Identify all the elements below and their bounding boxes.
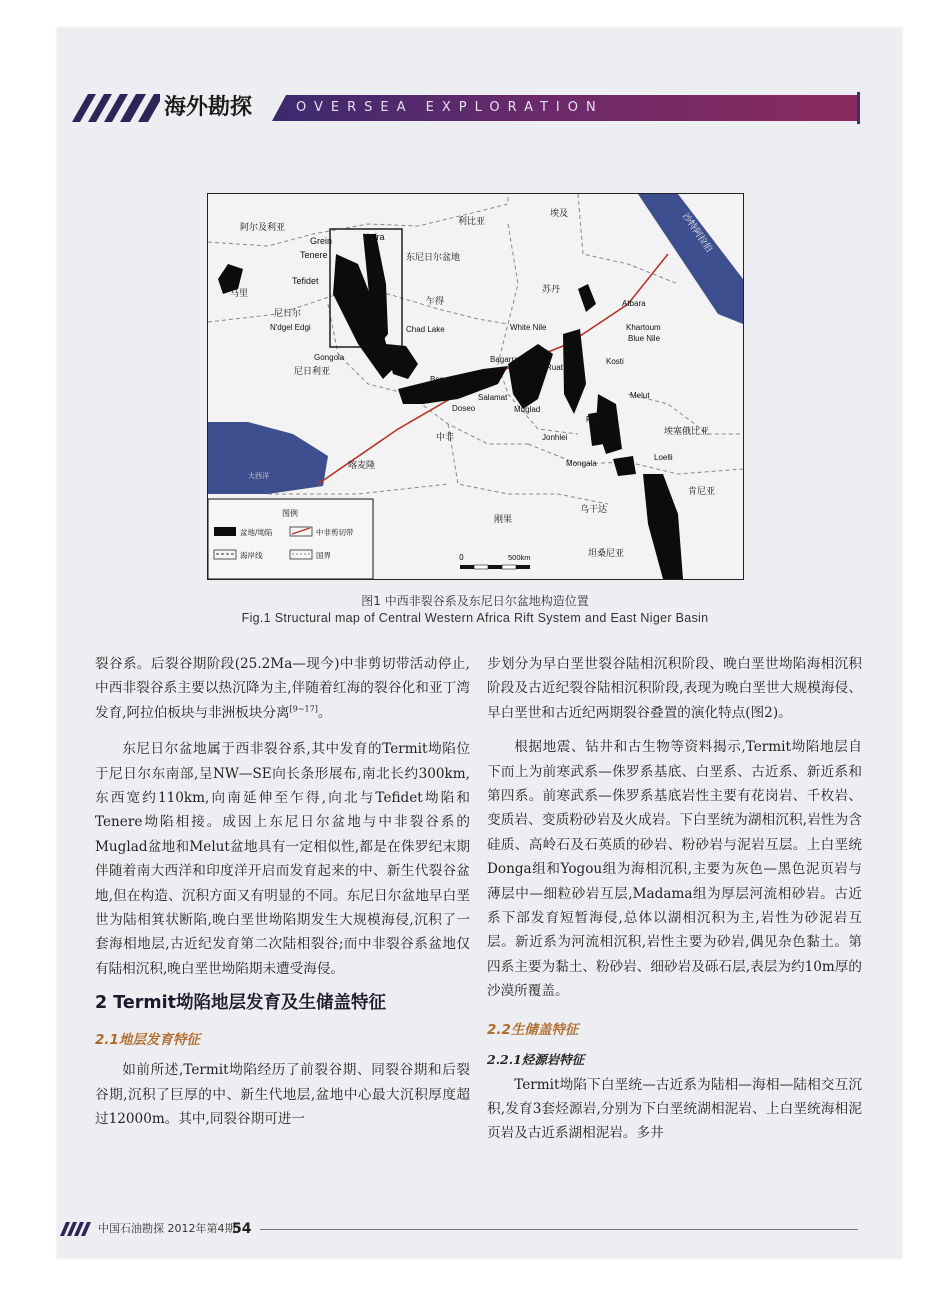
label-chad-lake: Chad Lake xyxy=(406,325,445,334)
label-melut: Melut xyxy=(630,391,650,400)
label-egypt: 埃及 xyxy=(550,209,569,219)
column-title: 海外勘探 xyxy=(164,95,253,120)
header-band-end xyxy=(857,92,860,124)
structural-map-figure xyxy=(207,193,744,580)
figure-caption-en: Fig.1 Structural map of Central Western Africa Rift System and East Niger Basin xyxy=(241,611,709,625)
scale-500: 500km xyxy=(508,553,531,562)
label-doseo: Doseo xyxy=(452,404,476,413)
left-column xyxy=(95,652,470,1131)
citation: [9~17] xyxy=(289,704,318,714)
red-sea-shape xyxy=(638,194,743,324)
chad-lake-basin xyxy=(386,344,418,379)
column-title-english: OVERSEA EXPLORATION xyxy=(296,100,604,115)
paragraph: 东尼日尔盆地属于西非裂谷系,其中发育的Termit坳陷位于尼日尔东南部,呈NW—SE向长条形展布,南北长约300km,东西宽约110km,向南延伸至乍得,向北与Tefidet坳陷和Tenere坳陷相接。成因上东尼日尔盆地与中非裂谷系的Muglad盆地和Melut盆地具有一定相似性,都是在侏罗纪末期伴随着南大西洋和印度洋开启而发育起来的中、新生代裂谷盆地,但在构造、沉积方面又有明显的不同。东尼日尔盆地早白垩世为陆相箕状断陷,晚白垩世坳陷期发生大规模海侵,沉积了一套海相地层,古近纪发育第二次陆相裂谷;而中非裂谷系盆地仅有陆相沉积,晚白垩世坳陷期未遭受海侵。 xyxy=(95,741,470,977)
label-algeria: 阿尔及利亚 xyxy=(240,223,286,233)
label-bongor: Bongor xyxy=(430,375,456,384)
label-red-sea: 红海 xyxy=(662,260,678,277)
label-nigeria: 尼日利亚 xyxy=(294,367,331,377)
paragraph: 如前所述,Termit坳陷经历了前裂谷期、同裂谷期和后裂谷期,沉积了巨厚的中、新生代地层,盆地中心最大沉积厚度超过12000m。其中,同裂谷期可进一 xyxy=(95,1062,470,1127)
page-number: 54 xyxy=(232,1221,252,1237)
legend-basin-label: 盆地/坳陷 xyxy=(240,528,273,537)
label-kafra: Kafra xyxy=(363,232,385,242)
legend-basin-swatch xyxy=(214,527,236,536)
paragraph xyxy=(95,652,470,725)
footer-slash-icon xyxy=(60,1222,94,1236)
label-mongala: Mongala xyxy=(566,459,597,468)
label-uganda: 乌干达 xyxy=(580,505,608,515)
scale-bar xyxy=(459,553,531,569)
right-column xyxy=(487,652,862,1146)
label-tenere: Tenere xyxy=(300,250,328,260)
legend-title: 图例 xyxy=(282,509,298,518)
figure-caption-cn: 图1 中西非裂谷系及东尼日尔盆地构造位置 xyxy=(361,594,589,608)
label-tefidet: Tefidet xyxy=(292,276,319,286)
label-kenya: 肯尼亚 xyxy=(688,487,716,497)
paragraph: Termit坳陷下白垩统—古近系为陆相—海相—陆相交互沉积,发育3套烃源岩,分别为下白垩统湖相泥岩、上白垩统海相泥页岩及古近系湖相泥岩。多井 xyxy=(487,1076,862,1142)
section-header xyxy=(60,92,860,124)
footer-rule xyxy=(260,1229,858,1230)
paragraph-text: 。 xyxy=(317,704,332,721)
paragraph-text: 裂谷系。后裂谷期阶段(25.2Ma—现今)中非剪切带活动停止,中西非裂谷系主要以热沉降为主,伴随着红海的裂谷化和亚丁湾发育,阿拉伯板块与非洲板块分离 xyxy=(95,656,470,721)
label-atbara: Atbara xyxy=(622,299,646,308)
label-east-niger-basin: 东尼日尔盆地 xyxy=(406,253,461,263)
label-car: 中非 xyxy=(436,433,455,443)
label-libya: 利比亚 xyxy=(458,217,486,227)
page-footer xyxy=(60,1218,860,1240)
label-pibor: Pibor xyxy=(586,415,605,424)
paragraph: 步划分为早白垩世裂谷陆相沉积阶段、晚白垩世坳陷海相沉积阶段及古近纪裂谷陆相沉积阶段,表现为晚白垩世大规模海侵、早白垩世和古近纪两期裂谷叠置的演化特点(图2)。 xyxy=(487,656,862,721)
label-sudan: 苏丹 xyxy=(542,285,561,295)
label-ethiopia: 埃塞俄比亚 xyxy=(664,427,710,437)
east-african-rift xyxy=(643,474,683,579)
atbara-basin xyxy=(578,284,596,312)
slash-decoration-icon xyxy=(60,94,160,122)
label-kosti: Kosti xyxy=(606,357,624,366)
label-white-nile: White Nile xyxy=(510,323,547,332)
legend-coast-label: 海岸线 xyxy=(240,551,263,560)
label-cameroon: 喀麦隆 xyxy=(348,461,376,471)
label-jonhlei: Jonhlei xyxy=(542,433,568,442)
label-atlantic: 大西洋 xyxy=(248,472,269,480)
scale-zero: 0 xyxy=(459,553,464,562)
atlantic-shape xyxy=(208,422,328,494)
label-khartoum: Khartoum xyxy=(626,323,661,332)
legend-shear-label: 中非剪切带 xyxy=(316,528,354,537)
label-loelli: Loelli xyxy=(654,453,673,462)
label-ruat: Ruat xyxy=(546,363,563,372)
loelli-basin xyxy=(613,456,636,476)
label-tanzania: 坦桑尼亚 xyxy=(588,549,625,559)
label-niger: 尼日尔 xyxy=(274,309,302,319)
subsubsection-heading: 2.2.1烃源岩特征 xyxy=(487,1052,585,1068)
paragraph: 根据地震、钻井和古生物等资料揭示,Termit坳陷地层自下而上为前寒武系—侏罗系基底、白垩系、古近系、新近系和第四系。前寒武系—侏罗系基底岩性主要有花岗岩、千枚岩、变质岩、变质粉砂岩及火成岩。下白垩统为湖相沉积,岩性为含硅质、高岭石及石英质的砂岩、粉砂岩与泥岩互层。上白垩统Donga组和Yogou组为海相沉积,主要为灰色—黑色泥页岩与薄层中—细粒砂岩互层,Madama组为厚层河流相砂岩。古近系下部发育短暂海侵,总体以湖相沉积为主,岩性为砂泥岩互层。新近系为河流相沉积,岩性主要为砂岩,偶见杂色黏土。第四系主要为黏土、粉砂岩、细砂岩及砾石层,表层为约10m厚的沙漠所覆盖。 xyxy=(487,739,862,1000)
label-congo: 刚果 xyxy=(494,515,513,525)
label-chad: 乍得 xyxy=(426,297,445,307)
label-muglad: Muglad xyxy=(514,405,541,414)
label-gongola: Gongola xyxy=(314,353,345,362)
section-heading: 2 Termit坳陷地层发育及生储盖特征 xyxy=(95,993,386,1014)
legend-border-label: 国界 xyxy=(316,551,331,560)
label-saudi: 沙特阿拉伯 xyxy=(679,211,714,255)
label-mali: 马里 xyxy=(230,289,249,299)
map-legend xyxy=(208,499,373,579)
label-bagarra: Bagarra xyxy=(490,355,519,364)
label-ndgel-edgi: N'dgel Edgi xyxy=(270,323,311,332)
kosti-basin xyxy=(563,329,586,414)
label-salamat: Salamat xyxy=(478,393,508,402)
label-grein: Grein xyxy=(310,236,333,246)
journal-name: 中国石油勘探 2012年第4期 xyxy=(98,1222,236,1235)
label-blue-nile: Blue Nile xyxy=(628,334,661,343)
subsection-heading: 2.1地层发育特征 xyxy=(95,1031,200,1048)
subsection-heading: 2.2生储盖特征 xyxy=(487,1021,579,1038)
muglad-basin xyxy=(508,344,553,409)
